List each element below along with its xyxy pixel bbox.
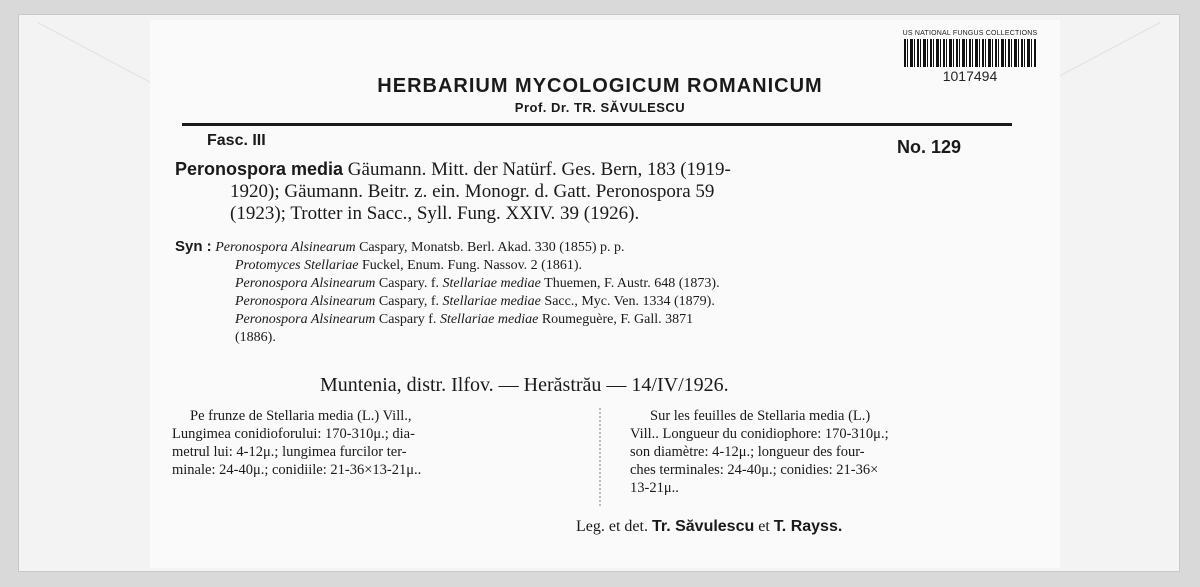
herbarium-subtitle: Prof. Dr. TR. SĂVULESCU bbox=[514, 100, 686, 115]
description-romanian bbox=[172, 407, 572, 479]
divider-rule bbox=[182, 123, 1012, 126]
locality-text: Muntenia, distr. Ilfov. — Herăstrău — 14/IV/1926. bbox=[320, 374, 729, 396]
synonym-form: Stellariae mediae bbox=[442, 276, 541, 291]
column-divider bbox=[599, 408, 601, 506]
synonym-ref-2: Sacc., Myc. Ven. 1334 (1879). bbox=[540, 294, 715, 309]
barcode-number: 1017494 bbox=[942, 68, 998, 84]
synonym-row bbox=[175, 257, 1035, 275]
synonyms bbox=[175, 238, 1035, 347]
synonym-label: Syn : bbox=[175, 238, 212, 255]
collector-name-2: T. Rayss. bbox=[773, 518, 843, 535]
collector-and: et bbox=[758, 518, 770, 535]
synonym-row bbox=[175, 311, 1035, 329]
synonym-ref: Caspary. f. bbox=[375, 276, 443, 291]
citation-line-2: 1920); Gäumann. Beitr. z. ein. Monogr. d. Gatt. Peronospora 59 bbox=[230, 181, 715, 202]
barcode-icon bbox=[904, 39, 1036, 67]
species-citation bbox=[175, 158, 1025, 225]
synonym-name: Peronospora Alsinearum bbox=[235, 276, 376, 291]
synonym-name: Peronospora Alsinearum bbox=[235, 312, 376, 327]
ro-line: minale: 24-40μ.; conidiile: 21-36×13-21μ.. bbox=[172, 462, 422, 478]
species-name: Peronospora media bbox=[175, 159, 344, 179]
barcode-caption: US NATIONAL FUNGUS COLLECTIONS bbox=[902, 30, 1038, 37]
description-french bbox=[630, 407, 1030, 497]
synonym-ref: Caspary, f. bbox=[375, 294, 443, 309]
collector-line bbox=[576, 518, 842, 536]
citation-line-1: Gäumann. Mitt. der Natürf. Ges. Bern, 183 (1919- bbox=[347, 159, 731, 180]
synonym-row bbox=[175, 329, 1035, 347]
synonym-form: Stellariae mediae bbox=[442, 294, 541, 309]
synonym-name: Peronospora Alsinearum bbox=[235, 294, 376, 309]
fr-line: Vill.. Longueur du conidiophore: 170-310μ.; bbox=[630, 426, 889, 442]
fr-line: ches terminales: 24-40μ.; conidies: 21-36× bbox=[630, 462, 879, 478]
fr-line: 13-21μ.. bbox=[630, 480, 679, 496]
synonym-row bbox=[175, 275, 1035, 293]
collector-prefix: Leg. et det. bbox=[576, 518, 648, 535]
barcode-block bbox=[900, 30, 1040, 98]
collector-name-1: Tr. Săvulescu bbox=[651, 518, 755, 535]
ro-line: Lungimea conidioforului: 170-310μ.; dia- bbox=[172, 426, 415, 442]
synonym-form: Stellariae mediae bbox=[439, 312, 539, 327]
synonym-ref: Caspary, Monatsb. Berl. Akad. 330 (1855) p. p. bbox=[355, 240, 625, 255]
synonym-name: Protomyces Stellariae bbox=[235, 258, 359, 273]
synonym-ref: Caspary f. bbox=[375, 312, 440, 327]
synonym-ref: Fuckel, Enum. Fung. Nassov. 2 (1861). bbox=[358, 258, 582, 273]
synonym-ref-2: Thuemen, F. Austr. 648 (1873). bbox=[540, 276, 720, 291]
ro-line: metrul lui: 4-12μ.; lungimea furcilor ter- bbox=[172, 444, 407, 460]
synonym-name: Peronospora Alsinearum bbox=[215, 240, 356, 255]
fr-line: son diamètre: 4-12μ.; longueur des four- bbox=[630, 444, 865, 460]
fascicle: Fasc. III bbox=[207, 132, 266, 149]
citation-line-3: (1923); Trotter in Sacc., Syll. Fung. XXIV. 39 (1926). bbox=[230, 203, 640, 224]
synonym-ref: (1886). bbox=[235, 330, 276, 345]
fr-line: Sur les feuilles de Stellaria media (L.) bbox=[650, 408, 871, 424]
synonym-ref-2: Roumeguère, F. Gall. 3871 bbox=[538, 312, 694, 327]
synonym-row bbox=[175, 293, 1035, 311]
specimen-number: No. 129 bbox=[897, 137, 962, 157]
ro-line: Pe frunze de Stellaria media (L.) Vill., bbox=[190, 408, 412, 424]
synonym-row bbox=[175, 238, 1035, 257]
envelope-flap-left bbox=[38, 22, 158, 587]
herbarium-title: HERBARIUM MYCOLOGICUM ROMANICUM bbox=[377, 75, 823, 97]
